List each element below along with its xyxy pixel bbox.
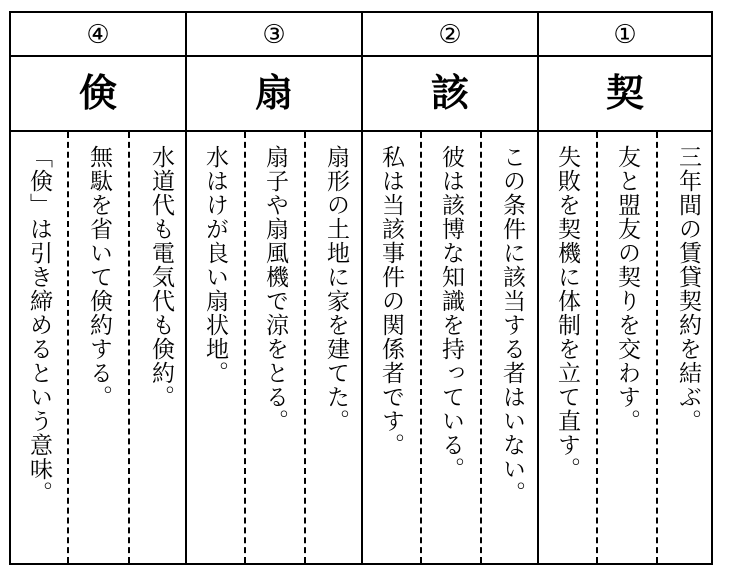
target-kanji: 扇 bbox=[254, 71, 293, 115]
target-kanji: 該 bbox=[430, 71, 469, 115]
example-sentence: 無駄を省いて倹約する。 bbox=[86, 145, 112, 409]
section-number: ③ bbox=[262, 20, 286, 50]
example-sentence: 水はけが良い扇状地。 bbox=[202, 145, 228, 385]
section-number: ④ bbox=[86, 20, 110, 50]
example-sentence: 扇形の土地に家を建てた。 bbox=[323, 145, 349, 433]
example-sentence: 扇子や扇風機で涼をとる。 bbox=[262, 145, 288, 433]
target-kanji: 倹 bbox=[78, 71, 117, 115]
sentence-divider bbox=[420, 132, 422, 563]
example-sentence: 水道代も電気代も倹約。 bbox=[148, 145, 174, 409]
example-sentence: 私は当該事件の関係者です。 bbox=[378, 145, 404, 457]
sentence-divider bbox=[480, 132, 482, 563]
example-sentence: 失敗を契機に体制を立て直す。 bbox=[554, 145, 580, 481]
sentence-divider bbox=[67, 132, 69, 563]
sentence-divider bbox=[128, 132, 130, 563]
kanji-worksheet bbox=[9, 11, 713, 565]
sentence-divider bbox=[656, 132, 658, 563]
example-sentence: この条件に該当する者はいない。 bbox=[499, 145, 525, 505]
section-number: ① bbox=[613, 20, 637, 50]
example-sentence: 三年間の賃貸契約を結ぶ。 bbox=[675, 145, 701, 433]
example-sentence: 彼は該博な知識を持っている。 bbox=[438, 145, 464, 481]
sentence-divider bbox=[244, 132, 246, 563]
sentence-divider bbox=[596, 132, 598, 563]
example-sentence: 友と盟友の契りを交わす。 bbox=[614, 145, 640, 433]
sentence-divider bbox=[304, 132, 306, 563]
section-number: ② bbox=[438, 20, 462, 50]
example-sentence: 「倹」は引き締めるという意味。 bbox=[26, 145, 52, 505]
target-kanji: 契 bbox=[605, 71, 644, 115]
